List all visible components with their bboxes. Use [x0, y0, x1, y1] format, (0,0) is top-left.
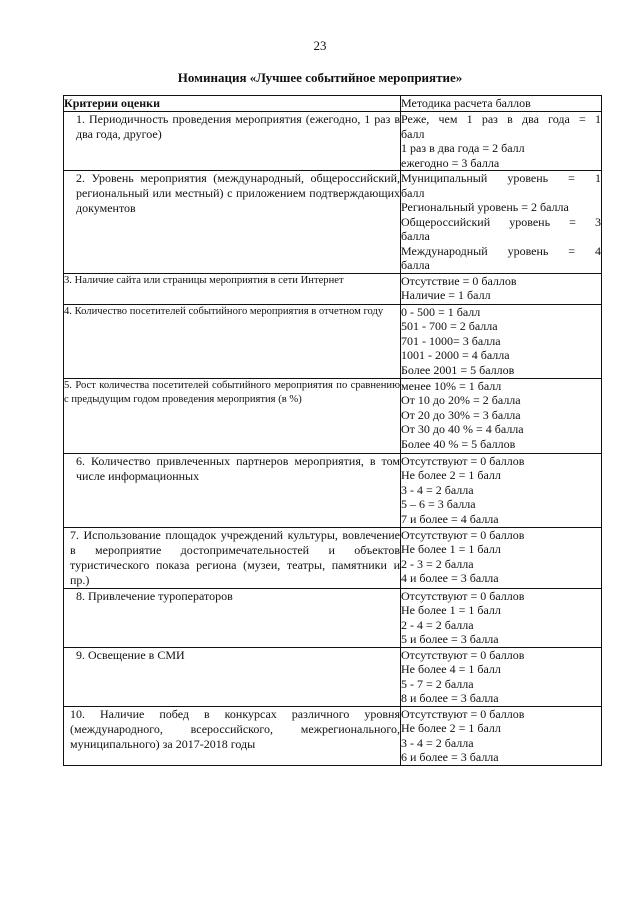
method-cell [401, 527, 602, 588]
method-cell [401, 171, 602, 274]
method-line: 8 и более = 3 балла [401, 691, 499, 705]
method-line: 5 и более = 3 балла [401, 632, 499, 646]
method-line: Не более 1 = 1 балл [401, 603, 501, 617]
header-criteria: Критерии оценки [64, 96, 401, 112]
page-number: 23 [313, 38, 327, 53]
criterion-cell: 10. Наличие побед в конкурсах различного уровня (международного, всероссийского, межрегионального, муниципального) за 2017-2018 годы [64, 706, 401, 765]
criterion-cell: 1. Периодичность проведения мероприятия (ежегодно, 1 раз в два года, другое) [64, 112, 401, 171]
method-line: Региональный уровень = 2 балла [401, 200, 569, 214]
method-line: Более 40 % = 5 баллов [401, 436, 516, 451]
criteria-table [63, 95, 602, 766]
criterion-cell: 8. Привлечение туроператоров [64, 588, 401, 647]
criterion-cell: 2. Уровень мероприятия (международный, общероссийский, региональный или местный) с приложением подтверждающих документов [64, 171, 401, 274]
table-row [64, 706, 602, 765]
method-cell [401, 112, 602, 171]
method-line: От 10 до 20% = 2 балла [401, 393, 521, 407]
table-row [64, 588, 602, 647]
table-row [64, 647, 602, 706]
page-title: Номинация «Лучшее событийное мероприятие» [177, 70, 463, 85]
method-line: Отсутствуют = 0 баллов [401, 588, 525, 603]
table-row [64, 112, 602, 171]
method-line: Отсутствуют = 0 баллов [401, 706, 525, 721]
method-line: Международный уровень = 4 [401, 243, 601, 258]
criterion-cell: 5. Рост количества посетителей событийного мероприятия по сравнению с предыдущим годом проведения мероприятия (в %) [64, 378, 401, 453]
method-line: Отсутствуют = 0 баллов [401, 453, 525, 468]
table-row [64, 273, 602, 304]
method-line: 3 - 4 = 2 балла [401, 735, 474, 750]
method-cell [401, 273, 602, 304]
method-line: Не более 4 = 1 балл [401, 662, 501, 676]
method-line: Не более 1 = 1 балл [401, 542, 501, 556]
method-line: Отсутствуют = 0 баллов [401, 647, 525, 662]
method-line: менее 10% = 1 балл [401, 378, 502, 393]
method-line: балла [401, 258, 430, 272]
table-row [64, 171, 602, 274]
method-line: 2 - 3 = 2 балла [401, 556, 474, 571]
method-line: Реже, чем 1 раз в два года = 1 [401, 112, 601, 126]
method-line: балла [401, 229, 430, 243]
method-line: 0 - 500 = 1 балл [401, 304, 481, 319]
criterion-cell: 6. Количество привлеченных партнеров мероприятия, в том числе информационных [64, 453, 401, 527]
method-line: 4 и более = 3 балла [401, 571, 499, 585]
criterion-cell: 7. Использование площадок учреждений культуры, вовлечение в мероприятие достопримечательностей и объектов туристического показа региона (музеи, театры, памятники и пр.) [64, 527, 401, 588]
method-cell [401, 647, 602, 706]
table-row [64, 453, 602, 527]
table-header-row [64, 96, 602, 112]
method-line: балл [401, 126, 425, 141]
method-cell [401, 453, 602, 527]
method-line: От 20 до 30% = 3 балла [401, 407, 521, 422]
method-line: 7 и более = 4 балла [401, 511, 499, 526]
method-line: Не более 2 = 1 балл [401, 468, 501, 482]
criterion-cell: 9. Освещение в СМИ [64, 647, 401, 706]
method-line: От 30 до 40 % = 4 балла [401, 422, 524, 436]
method-line: 3 - 4 = 2 балла [401, 482, 474, 497]
method-line: Муниципальный уровень = 1 [401, 171, 601, 185]
method-line: 6 и более = 3 балла [401, 750, 499, 764]
method-line: Отсутствие = 0 баллов [401, 273, 517, 288]
method-line: 5 – 6 = 3 балла [401, 497, 476, 511]
method-cell [401, 378, 602, 453]
method-cell [401, 304, 602, 378]
method-line: 5 - 7 = 2 балла [401, 676, 474, 691]
method-line: балл [401, 185, 425, 200]
method-line: 501 - 700 = 2 балла [401, 319, 498, 333]
method-line: 1 раз в два года = 2 балл [401, 141, 525, 155]
criterion-cell: 4. Количество посетителей событийного мероприятия в отчетном году [64, 304, 401, 378]
method-line: Наличие = 1 балл [401, 288, 491, 302]
table-row [64, 304, 602, 378]
method-line: Отсутствуют = 0 баллов [401, 527, 525, 542]
table-row [64, 378, 602, 453]
method-line: 2 - 4 = 2 балла [401, 617, 474, 632]
method-line: Более 2001 = 5 баллов [401, 362, 515, 377]
method-line: 1001 - 2000 = 4 балла [401, 348, 510, 362]
method-line: Не более 2 = 1 балл [401, 721, 501, 735]
header-method: Методика расчета баллов [401, 96, 602, 112]
method-line: ежегодно = 3 балла [401, 155, 500, 170]
table-row [64, 527, 602, 588]
criterion-cell: 3. Наличие сайта или страницы мероприятия в сети Интернет [64, 273, 401, 304]
method-line: 701 - 1000= 3 балла [401, 333, 501, 348]
method-cell [401, 706, 602, 765]
method-cell [401, 588, 602, 647]
method-line: Общероссийский уровень = 3 [401, 214, 601, 229]
